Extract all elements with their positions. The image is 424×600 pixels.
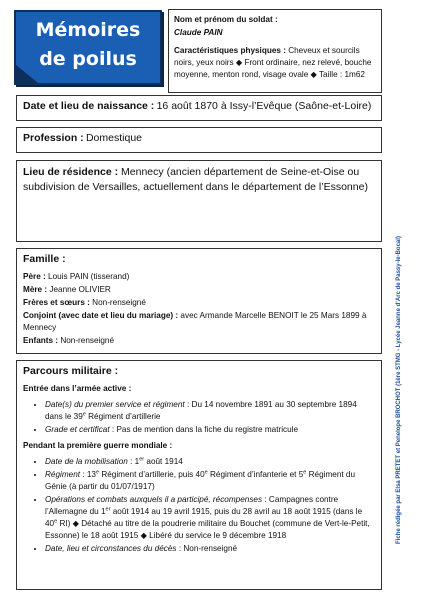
ww1-title: Pendant la première guerre mondiale :: [23, 441, 173, 450]
name-label: Nom et prénom du soldat :: [174, 15, 278, 24]
regiment-sup-2: e: [204, 469, 208, 476]
logo-line-1: Mémoires: [35, 19, 141, 41]
regiment-label: Régiment: [45, 470, 81, 479]
regiment-part-d: Régiment du Génie (à partir du 01/07/1917): [45, 470, 356, 491]
soldier-identity-box: [168, 9, 382, 93]
death-value: : Non-renseigné: [178, 544, 238, 553]
first-service-tail: Régiment d’artillerie: [85, 412, 161, 421]
father-value: Louis PAIN (tisserand): [48, 272, 130, 281]
siblings-line: [23, 297, 375, 309]
operations-sup-2: e: [54, 518, 58, 525]
mobilisation-item: [45, 456, 375, 468]
active-army-title: Entrée dans l’armée active :: [23, 384, 132, 393]
first-service-item: [45, 399, 375, 423]
physical-traits: [174, 45, 376, 81]
first-service-value: : Du 14 novembre 1891 au 30 septembre 1894 dans le 39: [45, 400, 357, 421]
operations-part-c: RI) ◆ Détaché au titre de la poudrerie militaire du Bouchet (commune de Vert-le-Petit, Essonne) le 18 août 1915 ◆ Libéré du service le 9 décembre 1918: [45, 519, 370, 540]
active-army-list: [23, 399, 375, 436]
children-line: [23, 335, 375, 347]
residence-label: Lieu de résidence :: [23, 166, 119, 178]
death-label: Date, lieu et circonstances du décès: [45, 544, 177, 553]
regiment-part-a: : 13: [82, 470, 96, 479]
death-item: [45, 543, 375, 555]
mobilisation-value: : 1: [130, 457, 140, 466]
operations-item: [45, 494, 375, 542]
mother-label: Mère :: [23, 285, 48, 294]
mobilisation-label: Date de la mobilisation: [45, 457, 128, 466]
military-career-box: [16, 360, 382, 590]
family-box: [16, 248, 382, 354]
siblings-value: Non-renseigné: [92, 298, 146, 307]
father-label: Père :: [23, 272, 46, 281]
residence-value: Mennecy (ancien département de Seine-et-Oise ou subdivision de Versailles, actuellement dans le département de l’Essonne): [23, 166, 368, 193]
regiment-sup-3: e: [303, 469, 307, 476]
regiment-part-c: Régiment d’infanterie et 5: [207, 470, 304, 479]
first-service-label: Date(s) du premier service et régiment: [45, 400, 185, 409]
logo-corner-decoration: [16, 65, 38, 83]
author-note-text: Fiche rédigée par Elsa PRETET et Penelope BROCHOT (1ère STMG - Lycée Jeanne d’Arc de Passy-le-Bocal): [396, 236, 402, 544]
operations-label: Opérations et combats auxquels il a participé, récompenses: [45, 495, 263, 504]
physical-traits-value: Cheveux et sourcils noirs, yeux noirs ◆ Front ordinaire, nez relevé, bouche moyenne, menton rond, visage ovale ◆ Taille : 1m62: [174, 46, 372, 79]
profession-box: [16, 127, 382, 153]
family-title: Famille :: [23, 253, 66, 265]
profession-value: Domestique: [85, 132, 142, 144]
children-value: Non-renseigné: [60, 336, 115, 345]
operations-sup-1: er: [105, 506, 111, 513]
operations-part-b: août 1914 au 19 avril 1915, puis du 28 avril au 18 août 1915 (dans le 40: [45, 507, 363, 528]
physical-traits-label: Caractéristiques physiques :: [174, 46, 286, 55]
mother-line: [23, 284, 375, 296]
memoires-de-poilus-logo: [14, 10, 162, 85]
regiment-sup-1: e: [96, 469, 100, 476]
mobilisation-sup: er: [139, 456, 145, 463]
birth-value: 16 août 1870 à Issy-l’Evêque (Saône-et-Loire): [156, 100, 372, 112]
siblings-label: Frères et sœurs :: [23, 298, 90, 307]
ww1-list: [23, 456, 375, 555]
mobilisation-tail: août 1914: [144, 457, 183, 466]
military-title: Parcours militaire :: [23, 365, 119, 377]
residence-box: [16, 160, 382, 242]
first-service-sup: e: [82, 411, 86, 418]
regiment-part-b: Régiment d’artillerie, puis 40: [99, 470, 205, 479]
grade-label: Grade et certificat: [45, 425, 110, 434]
grade-item: [45, 424, 375, 436]
spouse-label: Conjoint (avec date et lieu du mariage) :: [23, 311, 179, 320]
birth-box: [16, 95, 382, 121]
spouse-line: [23, 310, 375, 334]
author-note: [384, 236, 414, 544]
children-label: Enfants :: [23, 336, 59, 345]
profession-label: Profession :: [23, 132, 84, 144]
grade-value: : Pas de mention dans la fiche du registre matricule: [111, 425, 299, 434]
birth-label: Date et lieu de naissance :: [23, 100, 155, 112]
regiment-item: [45, 469, 375, 493]
operations-part-a: : Campagnes contre l’Allemagne du 1: [45, 495, 339, 516]
residence-text: [23, 165, 375, 195]
mother-value: Jeanne OLIVIER: [49, 285, 111, 294]
spouse-value: avec Armande Marcelle BENOIT le 25 Mars 1899 à Mennecy: [23, 311, 367, 332]
name-value: Claude PAIN: [174, 28, 223, 37]
logo-line-2: de poilus: [39, 48, 137, 70]
father-line: [23, 271, 375, 283]
